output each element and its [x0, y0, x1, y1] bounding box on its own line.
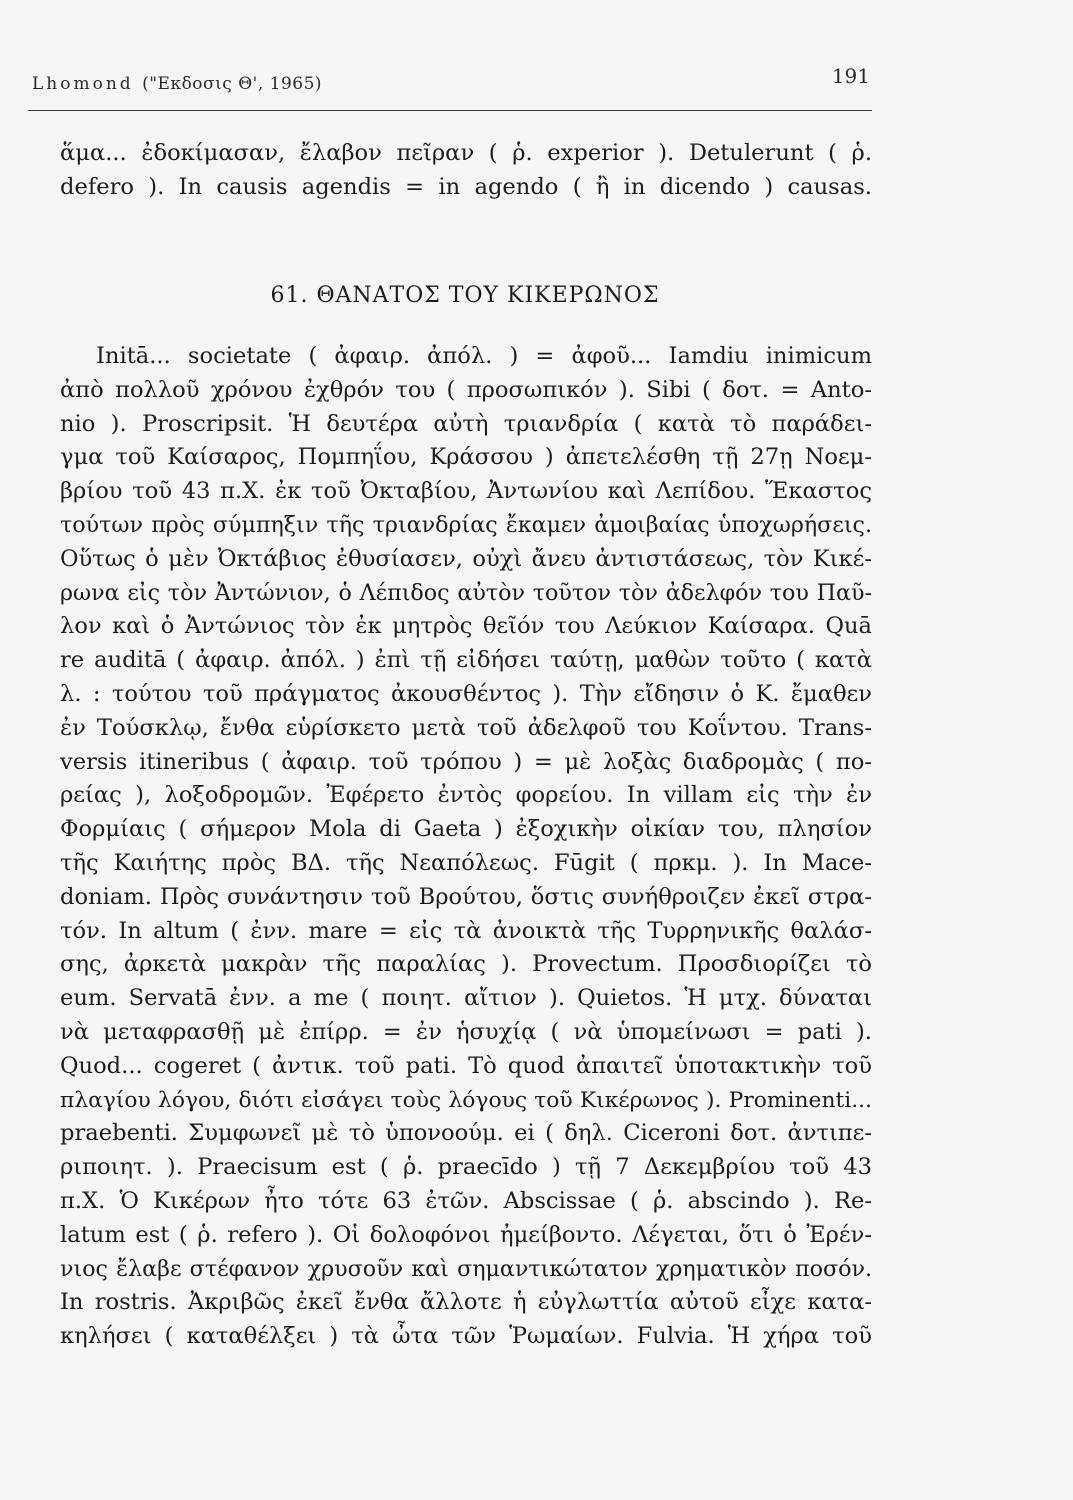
running-title	[32, 74, 322, 94]
intro-paragraph	[60, 137, 872, 205]
text-line: ἅμα... ἐδοκίμασαν, ἔλαβον πεῖραν ( ῥ. experior ). Detulerunt ( ῥ.	[60, 140, 872, 166]
text-line: κηλήσει ( καταθέλξει ) τὰ ὦτα τῶν Ῥωμαίων. Fulvia. Ἡ χήρα τοῦ	[60, 1323, 872, 1350]
author-name: Lhomond	[32, 74, 134, 94]
text-line: σης, ἀρκετὰ μακρὰν τῆς παραλίας ). Provectum. Προσδιορίζει τὸ	[60, 951, 872, 978]
commentary-paragraph	[60, 340, 872, 1354]
text-line: ρωνα εἰς τὸν Ἀντώνιον, ὁ Λέπιδος αὐτὸν τοῦτον τὸν ἀδελφόν του Παῦ-	[60, 579, 872, 606]
text-line: Quod... cogeret ( ἀντικ. τοῦ pati. Τὸ quod ἀπαιτεῖ ὑποτακτικὴν τοῦ	[60, 1052, 872, 1079]
text-line: Initā... societate ( ἀφαιρ. ἀπόλ. ) = ἀφοῦ... Iamdiu inimicum	[96, 343, 872, 369]
text-line: π.Χ. Ὁ Κικέρων ἦτο τότε 63 ἐτῶν. Abscissae ( ῥ. abscindo ). Re-	[60, 1187, 872, 1214]
text-line: In rostris. Ἀκριβῶς ἐκεῖ ἔνθα ἄλλοτε ἡ εὐγλωττία αὐτοῦ εἶχε κατα-	[60, 1289, 872, 1316]
text-line: defero ). In causis agendis = in agendo ( ἢ in dicendo ) causas.	[60, 173, 872, 200]
text-line: Οὕτως ὁ μὲν Ὀκτάβιος ἐθυσίασεν, οὐχὶ ἄνευ ἀντιστάσεως, τὸν Κικέ-	[60, 545, 872, 572]
text-line: ριποιητ. ). Praecisum est ( ῥ. praecīdo ) τῇ 7 Δεκεμβρίου τοῦ 43	[60, 1154, 872, 1181]
text-line: eum. Servatā ἐνν. a me ( ποιητ. αἴτιον ). Quietos. Ἡ μτχ. δύναται	[60, 985, 872, 1012]
text-line: ἀπὸ πολλοῦ χρόνου ἐχθρόν του ( προσωπικόν ). Sibi ( δοτ. = Anto-	[60, 376, 872, 403]
text-line: re auditā ( ἀφαιρ. ἀπόλ. ) ἐπὶ τῇ εἰδήσει ταύτῃ, μαθὼν τοῦτο ( κατὰ	[60, 647, 872, 674]
text-line: doniam. Πρὸς συνάντησιν τοῦ Βρούτου, ὅστις συνήθροιζεν ἐκεῖ στρα-	[60, 883, 872, 910]
text-line: τῆς Καιήτης πρὸς ΒΔ. τῆς Νεαπόλεως. Fūgit ( πρκμ. ). In Mace-	[60, 849, 872, 876]
text-line: νὰ μεταφρασθῇ μὲ ἐπίρρ. = ἐν ἡσυχίᾳ ( νὰ ὑπομείνωσι = pati ).	[60, 1018, 872, 1045]
text-line: νιος ἔλαβε στέφανον χρυσοῦν καὶ σημαντικώτατον χρηματικὸν ποσόν.	[60, 1255, 872, 1282]
running-head	[32, 62, 870, 102]
text-line: ἐν Τούσκλῳ, ἔνθα εὑρίσκετο μετὰ τοῦ ἀδελφοῦ του Κοΐντου. Trans-	[60, 714, 872, 741]
text-line: λ. : τούτου τοῦ πράγματος ἀκουσθέντος ). Τὴν εἴδησιν ὁ Κ. ἔμαθεν	[60, 680, 872, 707]
edition-note: ("Εκδοσις Θ', 1965)	[142, 74, 323, 94]
page-number: 191	[831, 64, 870, 88]
text-line: γμα τοῦ Καίσαρος, Πομπηΐου, Κράσσου ) ἀπετελέσθη τῇ 27ῃ Νοεμ-	[60, 444, 872, 471]
text-line: βρίου τοῦ 43 π.Χ. ἐκ τοῦ Ὀκταβίου, Ἀντωνίου καὶ Λεπίδου. Ἕκαστος	[60, 478, 872, 505]
text-line: latum est ( ῥ. refero ). Οἱ δολοφόνοι ἠμείβοντο. Λέγεται, ὅτι ὁ Ἐρέν-	[60, 1221, 872, 1248]
text-line: nio ). Proscripsit. Ἡ δευτέρα αὐτὴ τριανδρία ( κατὰ τὸ παράδει-	[60, 410, 872, 437]
text-line: λον καὶ ὁ Ἀντώνιος τὸν ἐκ μητρὸς θεῖόν του Λεύκιον Καίσαρα. Quā	[60, 613, 872, 640]
text-line: ρείας ), λοξοδρομῶν. Ἐφέρετο ἐντὸς φορείου. In villam εἰς τὴν ἐν	[60, 782, 872, 809]
text-line: τόν. In altum ( ἐνν. mare = εἰς τὰ ἀνοικτὰ τῆς Τυρρηνικῆς θαλάσ-	[60, 917, 872, 944]
text-line: versis itineribus ( ἀφαιρ. τοῦ τρόπου ) = μὲ λοξὰς διαδρομὰς ( πο-	[60, 748, 872, 775]
text-line: πλαγίου λόγου, διότι εἰσάγει τοὺς λόγους τοῦ Κικέρωνος ). Prominenti...	[60, 1087, 872, 1113]
header-rule	[28, 110, 872, 111]
text-line: τούτων πρὸς σύμπηξιν τῆς τριανδρίας ἔκαμεν ἀμοιβαίας ὑποχωρήσεις.	[60, 511, 872, 538]
text-line: praebenti. Συμφωνεῖ μὲ τὸ ὑπονοούμ. ei ( δηλ. Ciceroni δοτ. ἀντιπε-	[60, 1120, 872, 1147]
text-line: Φορμίαις ( σήμερον Mola di Gaeta ) ἐξοχικὴν οἰκίαν του, πλησίον	[60, 816, 872, 843]
section-title: 61. ΘΑΝΑΤΟΣ ΤΟΥ ΚΙΚΕΡΩΝΟΣ	[270, 283, 660, 308]
